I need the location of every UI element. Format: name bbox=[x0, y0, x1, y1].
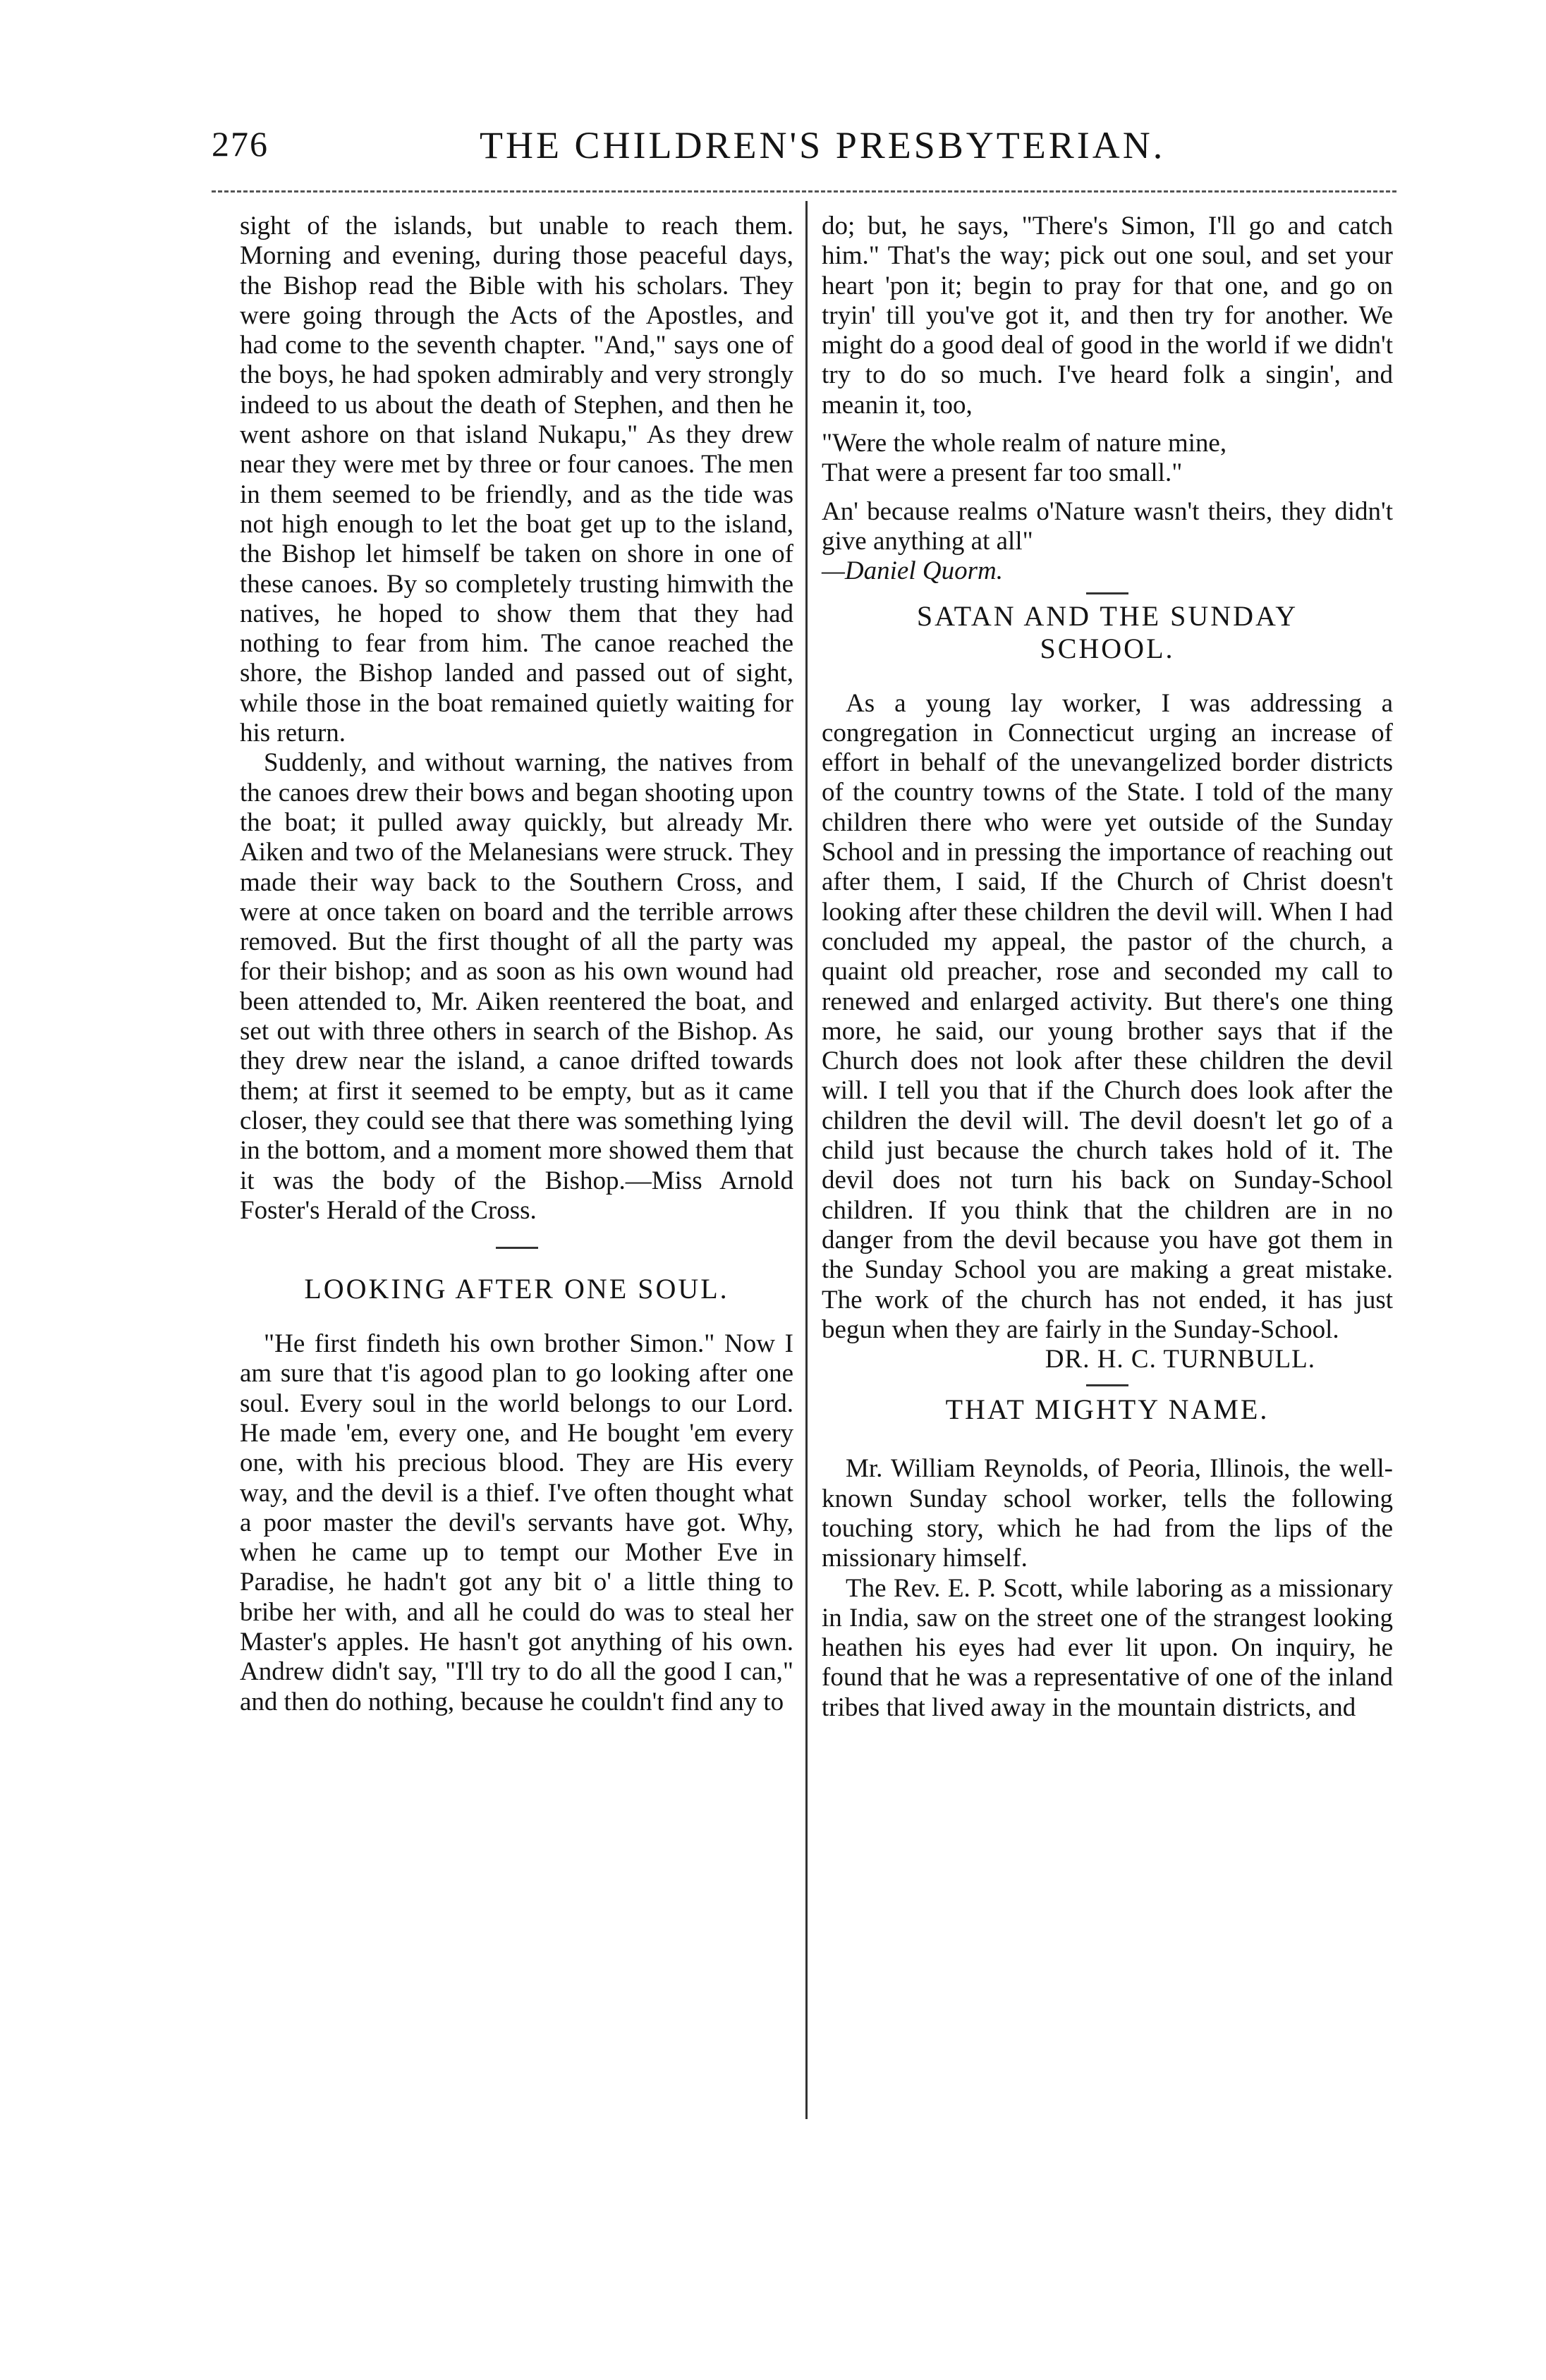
right-column bbox=[822, 212, 1393, 1723]
section-heading: SATAN AND THE SUNDAY SCHOOL. bbox=[916, 599, 1298, 664]
running-title: THE CHILDREN'S PRESBYTERIAN. bbox=[480, 124, 1166, 166]
body-paragraph: Suddenly, and without warning, the natives from the canoes drew their bows and began shooting upon the boat; it pulled away quickly, but already Mr. Aiken and two of the Melanesians were struck. They made their way back to the Southern Cross, and were at once taken on board and the terrible arrows removed. But the first thought of all the party was for their bishop; and as soon as his own wound had been attended to, Mr. Aiken reentered the boat, and set out with three others in search of the Bishop. As they drew near the island, a canoe drifted towards them; at first it seemed to be empty, but as it came closer, they could see that there was something lying in the bottom, and a moment more showed them that it was the body of the Bishop.—Miss Arnold Foster's Herald of the Cross. bbox=[240, 748, 793, 1225]
poem-line: "Were the whole realm of nature mine, bbox=[822, 429, 1227, 458]
left-column bbox=[240, 212, 793, 1717]
body-paragraph: The Rev. E. P. Scott, while laboring as a missionary in India, saw on the street one of the strangest looking heathen his eyes had ever lit upon. On inquiry, he found that he was a representative of one of the inland tribes that lived away in the mountain districts, and bbox=[822, 1573, 1393, 1722]
body-paragraph: "He first findeth his own brother Simon." Now I am sure that t'is agood plan to go looking after one soul. Every soul in the world belongs to our Lord. He made 'em, every one, and He bought 'em every one, with his precious blood. They are His every way, and the devil is a thief. I've often thought what a poor master the devil's servants have got. Why, when he came up to tempt our Mother Eve in Paradise, he hadn't got any bit o' a little thing to bribe her with, and all he could do was to steal her Master's apples. He hasn't got anything of his own. Andrew didn't say, "I'll try to do all the good I can," and then do nothing, because he couldn't find any to bbox=[240, 1329, 793, 1716]
signature: DR. H. C. TURNBULL. bbox=[1045, 1345, 1315, 1374]
page-header bbox=[212, 123, 1411, 187]
body-paragraph: As a young lay worker, I was addressing a congregation in Connecticut urging an increase of effort in behalf of the unevangelized border districts of the country towns of the State. I told of the many children there who were yet outside of the Sunday School and in pressing the importance of reaching out after them, I said, If the Church of Christ doesn't looking after these children the devil will. When I had concluded my appeal, the pastor of the church, a quaint old preacher, rose and seconded my call to renewed and enlarged activity. But there's one thing more, he said, our young brother says that if the Church does not look after these children the devil will. I tell you that if the Church does look after the children the devil will. The devil doesn't let go of a child just because the church takes hold of it. The devil does not turn his back on Sunday-School children. If you think that the children are in no danger from the devil because you have got them in the Sunday School you are making a great mistake. The work of the church has not ended, it has just begun when they are fairly in the Sunday-School. bbox=[822, 688, 1393, 1344]
column-divider bbox=[805, 201, 808, 2119]
section-heading: THAT MIGHTY NAME. bbox=[945, 1393, 1270, 1426]
section-heading: LOOKING AFTER ONE SOUL. bbox=[304, 1273, 729, 1305]
attribution: —Daniel Quorm. bbox=[822, 556, 1003, 586]
body-paragraph: Mr. William Reynolds, of Peoria, Illinois, the well-known Sunday school worker, tells the following touching story, which he had from the lips of the missionary himself. bbox=[822, 1454, 1393, 1573]
body-paragraph: do; but, he says, "There's Simon, I'll go and catch him." That's the way; pick out one soul, and set your heart 'pon it; begin to pray for that one, and go on tryin' till you've got it, and then try for another. We might do a good deal of good in the world if we didn't try to do so much. I've heard folk a singin', and meanin it, too, bbox=[822, 212, 1393, 420]
header-rule bbox=[212, 190, 1396, 193]
poem-line: That were a present far too small." bbox=[822, 458, 1183, 488]
page-number: 276 bbox=[212, 124, 269, 164]
body-paragraph: sight of the islands, but unable to reach them. Morning and evening, during those peaceful days, the Bishop read the Bible with his scholars. They were going through the Acts of the Apostles, and had come to the seventh chapter. "And," says one of the boys, he had spoken admirably and very strongly indeed to us about the death of Stephen, and then he went ashore on that island Nukapu," As they drew near they were met by three or four canoes. The men in them seemed to be friendly, and as the tide was not high enough to let the boat get up to the island, the Bishop let himself be taken on shore in one of these canoes. By so completely trusting himwith the natives, he hoped to show them that they had nothing to fear from him. The canoe reached the shore, the Bishop landed and passed out of sight, while those in the boat remained quietly waiting for his return. bbox=[240, 212, 793, 748]
body-paragraph: An' because realms o'Nature wasn't theirs, they didn't give anything at all" bbox=[822, 496, 1393, 556]
